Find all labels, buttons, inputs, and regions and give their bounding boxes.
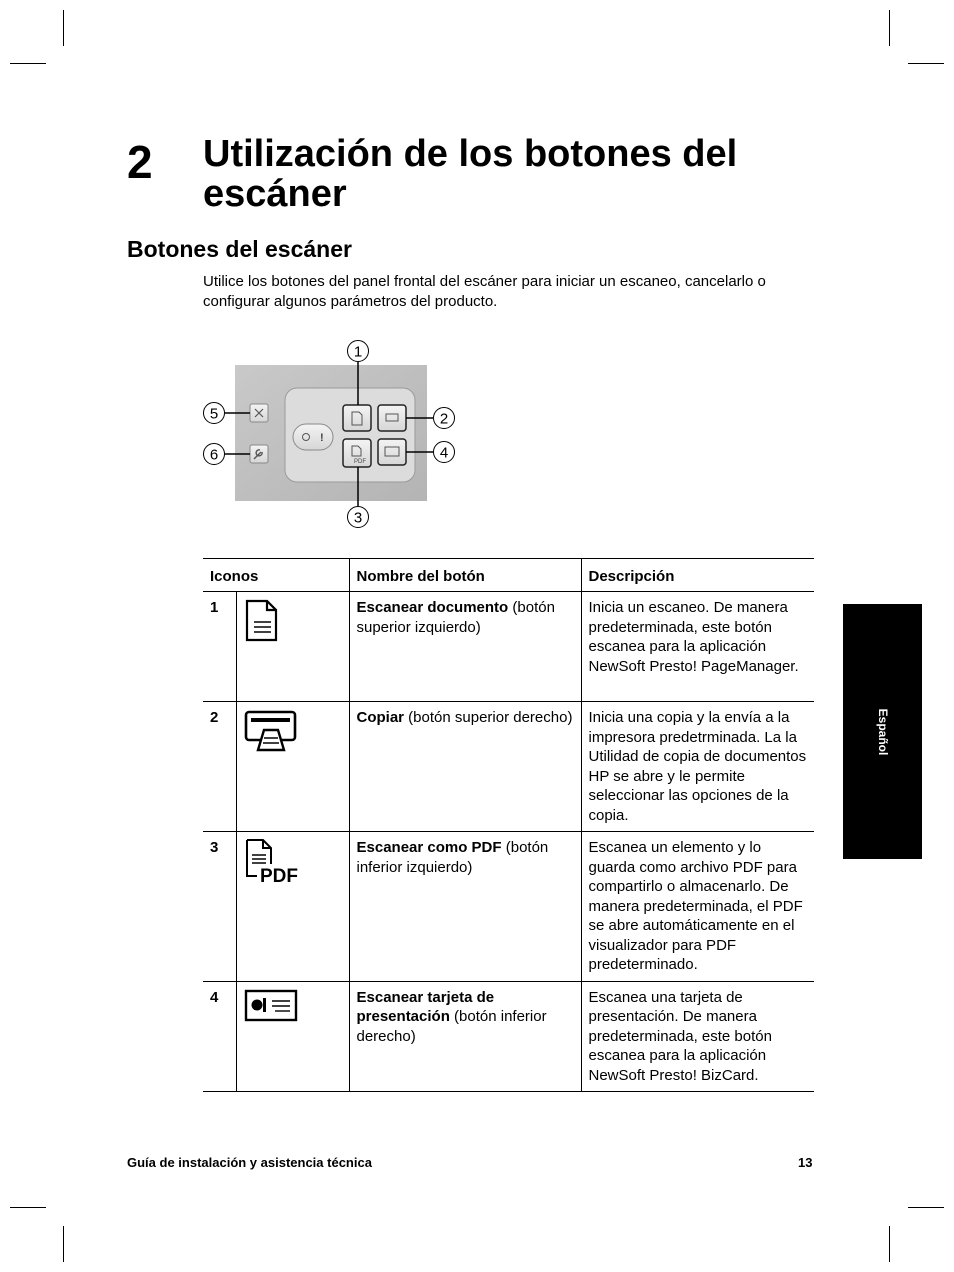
callout-4: 4 (439, 444, 449, 462)
svg-text:!: ! (320, 432, 324, 444)
icon-cell (236, 832, 349, 982)
crop-mark (908, 1207, 944, 1208)
copy-icon (244, 708, 298, 752)
table-row (203, 981, 814, 1092)
button-position: (botón superior izquierdo) (356, 599, 555, 636)
row-number: 3 (203, 832, 236, 982)
crop-mark (10, 63, 46, 64)
business-card-icon (244, 988, 300, 1024)
icon-cell (236, 592, 349, 702)
callout-6: 6 (209, 446, 219, 464)
header-description: Descripción (581, 559, 814, 592)
scanner-panel-figure (200, 336, 460, 532)
language-label: Español (875, 708, 890, 755)
scan-pdf-icon (244, 838, 304, 884)
chapter-title: Utilización de los botones del escáner (203, 133, 738, 215)
button-position: (botón inferior derecho) (356, 1008, 547, 1045)
crop-mark (908, 63, 944, 64)
section-intro: Utilice los botones del panel frontal del escáner para iniciar un escaneo, cancelarlo o configurar algunos parámetros del producto. (203, 273, 766, 310)
button-description: Inicia una copia y la envía a la impresora predetrminada. La la Utilidad de copia de documentos HP se abre y le permite seleccionar las opciones de la copia. (581, 702, 814, 832)
button-description: Inicia un escaneo. De manera predeterminada, este botón escanea para la aplicación NewSoft Presto! PageManager. (581, 592, 814, 702)
table-row (203, 832, 814, 982)
callout-1: 1 (353, 343, 363, 361)
chapter-number: 2 (127, 136, 153, 188)
callout-3: 3 (353, 509, 363, 527)
header-button-name: Nombre del botón (349, 559, 581, 592)
crop-mark (63, 10, 64, 46)
callout-2: 2 (439, 410, 449, 428)
scanner-panel-illustration (200, 336, 460, 532)
header-icons: Iconos (203, 559, 349, 592)
buttons-table (203, 558, 814, 1092)
button-name: Copiar (356, 709, 405, 726)
button-name: Escanear documento (356, 599, 509, 616)
callout-5: 5 (209, 405, 219, 423)
crop-mark (889, 1226, 890, 1262)
footer-title: Guía de instalación y asistencia técnica (127, 1155, 372, 1170)
table-header-row (203, 559, 814, 592)
row-number: 4 (203, 981, 236, 1092)
button-name: Escanear como PDF (356, 839, 502, 856)
table-row (203, 592, 814, 702)
icon-cell (236, 702, 349, 832)
page-number: 13 (798, 1155, 813, 1170)
icon-cell (236, 981, 349, 1092)
svg-text:PDF: PDF (354, 459, 366, 465)
button-name-cell (349, 832, 581, 982)
button-position: (botón superior derecho) (404, 709, 573, 726)
crop-mark (63, 1226, 64, 1262)
crop-mark (889, 10, 890, 46)
section-title: Botones del escáner (127, 236, 352, 262)
button-name-cell (349, 981, 581, 1092)
crop-mark (10, 1207, 46, 1208)
scan-document-icon (244, 598, 280, 642)
row-number: 2 (203, 702, 236, 832)
table-row (203, 702, 814, 832)
svg-text:PDF: PDF (259, 866, 298, 884)
button-description: Escanea un elemento y lo guarda como archivo PDF para compartirlo o almacenarlo. De manera predeterminada, el PDF se abre automáticamente en el visualizador para PDF predeterminado. (581, 832, 814, 982)
button-position: (botón inferior izquierdo) (356, 839, 549, 876)
button-description: Escanea una tarjeta de presentación. De manera predeterminada, este botón escanea para la aplicación NewSoft Presto! BizCard. (581, 981, 814, 1092)
button-name: Escanear tarjeta de presentación (356, 988, 495, 1025)
row-number: 1 (203, 592, 236, 702)
button-name-cell (349, 592, 581, 702)
button-name-cell (349, 702, 581, 832)
language-side-tab (843, 604, 922, 859)
